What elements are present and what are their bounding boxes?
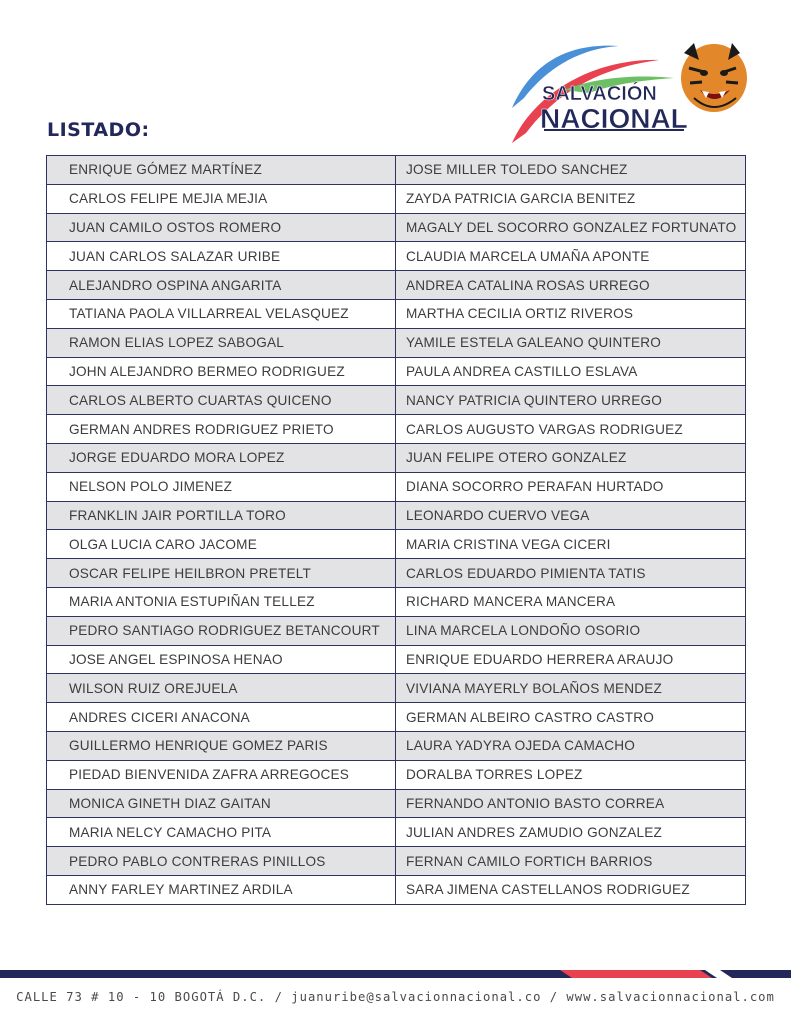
table-row bbox=[47, 443, 746, 472]
table-row bbox=[47, 299, 746, 328]
page-title: LISTADO: bbox=[47, 119, 150, 141]
table-row bbox=[47, 156, 746, 185]
table-row bbox=[47, 530, 746, 559]
name-cell: ENRIQUE EDUARDO HERRERA ARAUJO bbox=[396, 645, 746, 674]
table-row bbox=[47, 587, 746, 616]
name-cell: JULIAN ANDRES ZAMUDIO GONZALEZ bbox=[396, 818, 746, 847]
name-cell: NANCY PATRICIA QUINTERO URREGO bbox=[396, 386, 746, 415]
name-cell: ANDRES CICERI ANACONA bbox=[47, 703, 396, 732]
name-cell: PEDRO SANTIAGO RODRIGUEZ BETANCOURT bbox=[47, 616, 396, 645]
name-cell: MONICA GINETH DIAZ GAITAN bbox=[47, 789, 396, 818]
name-cell: FERNAN CAMILO FORTICH BARRIOS bbox=[396, 847, 746, 876]
table-row bbox=[47, 731, 746, 760]
name-cell: SARA JIMENA CASTELLANOS RODRIGUEZ bbox=[396, 875, 746, 904]
name-cell: ANNY FARLEY MARTINEZ ARDILA bbox=[47, 875, 396, 904]
footer-stripe bbox=[0, 970, 791, 978]
name-cell: ANDREA CATALINA ROSAS URREGO bbox=[396, 271, 746, 300]
name-cell: DORALBA TORRES LOPEZ bbox=[396, 760, 746, 789]
name-cell: MARIA ANTONIA ESTUPIÑAN TELLEZ bbox=[47, 587, 396, 616]
name-cell: OLGA LUCIA CARO JACOME bbox=[47, 530, 396, 559]
name-cell: MAGALY DEL SOCORRO GONZALEZ FORTUNATO bbox=[396, 213, 746, 242]
names-table bbox=[46, 155, 746, 905]
party-logo bbox=[504, 38, 754, 153]
table-row bbox=[47, 213, 746, 242]
table-row bbox=[47, 415, 746, 444]
footer-contact: CALLE 73 # 10 - 10 BOGOTÁ D.C. / juanuribe@salvacionnacional.co / www.salvacionnacional.com bbox=[16, 990, 775, 1004]
name-cell: FERNANDO ANTONIO BASTO CORREA bbox=[396, 789, 746, 818]
name-cell: RICHARD MANCERA MANCERA bbox=[396, 587, 746, 616]
name-cell: LEONARDO CUERVO VEGA bbox=[396, 501, 746, 530]
name-cell: ENRIQUE GÓMEZ MARTÍNEZ bbox=[47, 156, 396, 185]
name-cell: OSCAR FELIPE HEILBRON PRETELT bbox=[47, 559, 396, 588]
name-cell: GERMAN ANDRES RODRIGUEZ PRIETO bbox=[47, 415, 396, 444]
name-cell: JOSE ANGEL ESPINOSA HENAO bbox=[47, 645, 396, 674]
name-cell: PEDRO PABLO CONTRERAS PINILLOS bbox=[47, 847, 396, 876]
name-cell: TATIANA PAOLA VILLARREAL VELASQUEZ bbox=[47, 299, 396, 328]
name-cell: DIANA SOCORRO PERAFAN HURTADO bbox=[396, 472, 746, 501]
table-row bbox=[47, 703, 746, 732]
table-row bbox=[47, 760, 746, 789]
name-cell: CLAUDIA MARCELA UMAÑA APONTE bbox=[396, 242, 746, 271]
name-cell: LINA MARCELA LONDOÑO OSORIO bbox=[396, 616, 746, 645]
table-row bbox=[47, 559, 746, 588]
name-cell: CARLOS ALBERTO CUARTAS QUICENO bbox=[47, 386, 396, 415]
name-cell: PAULA ANDREA CASTILLO ESLAVA bbox=[396, 357, 746, 386]
table-row bbox=[47, 184, 746, 213]
name-cell: CARLOS FELIPE MEJIA MEJIA bbox=[47, 184, 396, 213]
table-row bbox=[47, 875, 746, 904]
name-cell: CARLOS EDUARDO PIMIENTA TATIS bbox=[396, 559, 746, 588]
name-cell: WILSON RUIZ OREJUELA bbox=[47, 674, 396, 703]
name-cell: ZAYDA PATRICIA GARCIA BENITEZ bbox=[396, 184, 746, 213]
table-row bbox=[47, 386, 746, 415]
name-cell: CARLOS AUGUSTO VARGAS RODRIGUEZ bbox=[396, 415, 746, 444]
name-cell: NELSON POLO JIMENEZ bbox=[47, 472, 396, 501]
name-cell: JUAN FELIPE OTERO GONZALEZ bbox=[396, 443, 746, 472]
table-row bbox=[47, 847, 746, 876]
name-cell: RAMON ELIAS LOPEZ SABOGAL bbox=[47, 328, 396, 357]
name-cell: GERMAN ALBEIRO CASTRO CASTRO bbox=[396, 703, 746, 732]
name-cell: JOSE MILLER TOLEDO SANCHEZ bbox=[396, 156, 746, 185]
name-cell: JUAN CAMILO OSTOS ROMERO bbox=[47, 213, 396, 242]
name-cell: GUILLERMO HENRIQUE GOMEZ PARIS bbox=[47, 731, 396, 760]
name-cell: VIVIANA MAYERLY BOLAÑOS MENDEZ bbox=[396, 674, 746, 703]
name-cell: JOHN ALEJANDRO BERMEO RODRIGUEZ bbox=[47, 357, 396, 386]
table-row bbox=[47, 818, 746, 847]
tiger-icon bbox=[681, 43, 747, 112]
logo-text-line1: SALVACIÓN bbox=[542, 83, 657, 105]
name-cell: YAMILE ESTELA GALEANO QUINTERO bbox=[396, 328, 746, 357]
table-row bbox=[47, 357, 746, 386]
table-row bbox=[47, 328, 746, 357]
logo-text-line2: NACIONAL bbox=[540, 103, 688, 134]
table-row bbox=[47, 645, 746, 674]
name-cell: LAURA YADYRA OJEDA CAMACHO bbox=[396, 731, 746, 760]
name-cell: FRANKLIN JAIR PORTILLA TORO bbox=[47, 501, 396, 530]
name-cell: JUAN CARLOS SALAZAR URIBE bbox=[47, 242, 396, 271]
table-row bbox=[47, 674, 746, 703]
name-cell: MARTHA CECILIA ORTIZ RIVEROS bbox=[396, 299, 746, 328]
table-row bbox=[47, 271, 746, 300]
name-cell: PIEDAD BIENVENIDA ZAFRA ARREGOCES bbox=[47, 760, 396, 789]
name-cell: MARIA NELCY CAMACHO PITA bbox=[47, 818, 396, 847]
name-cell: MARIA CRISTINA VEGA CICERI bbox=[396, 530, 746, 559]
table-row bbox=[47, 789, 746, 818]
table-row bbox=[47, 616, 746, 645]
table-row bbox=[47, 501, 746, 530]
name-cell: JORGE EDUARDO MORA LOPEZ bbox=[47, 443, 396, 472]
table-row bbox=[47, 472, 746, 501]
name-cell: ALEJANDRO OSPINA ANGARITA bbox=[47, 271, 396, 300]
table-row bbox=[47, 242, 746, 271]
